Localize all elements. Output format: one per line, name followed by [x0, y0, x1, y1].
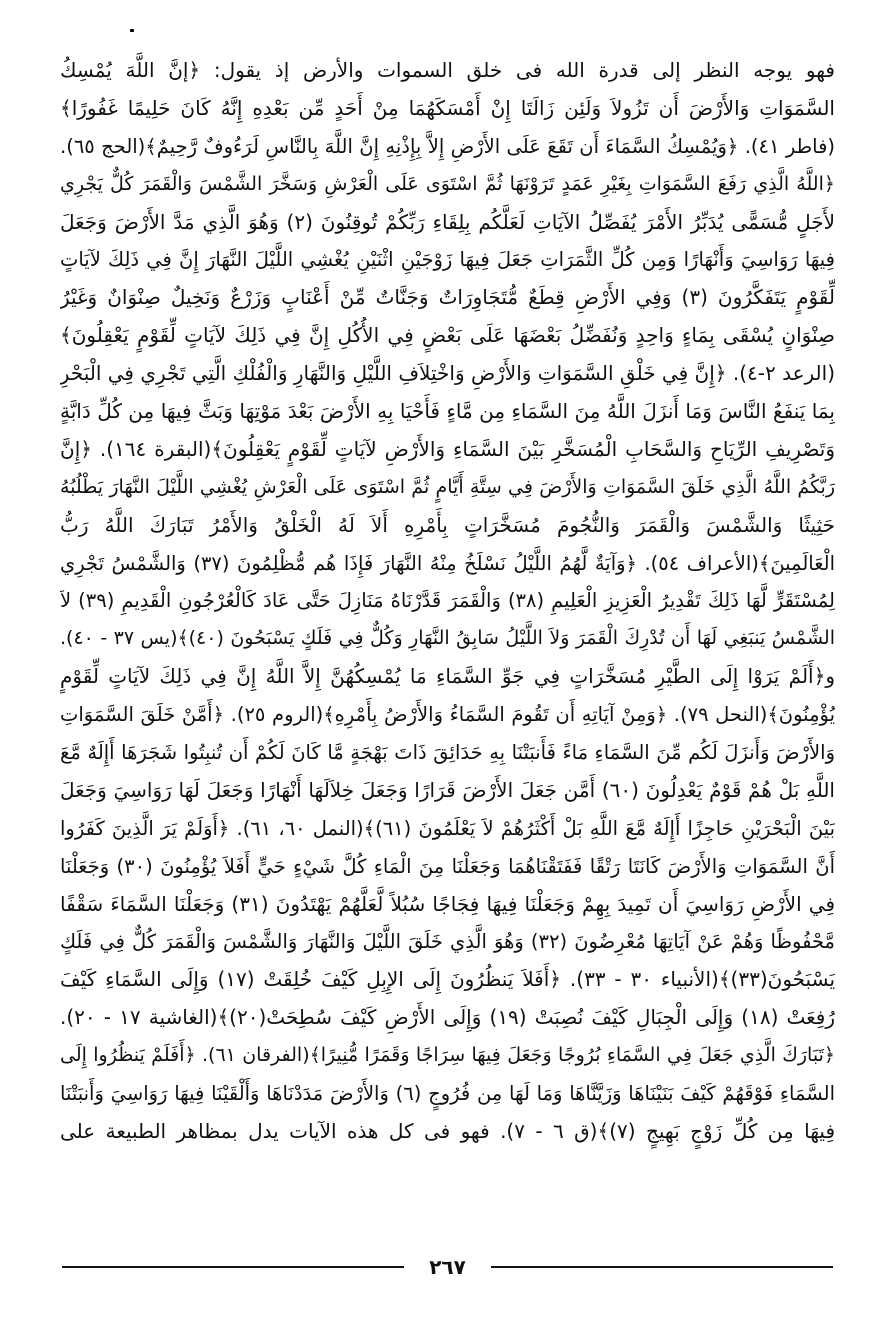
text-line: السَّمَوَاتِ وَالأَرْضَ أَن تَزُولاَ وَلَئِن زَالَتَا إِنْ أَمْسَكَهُمَا مِنْ أَحَدٍ مِّن بَعْدِهِ إِنَّهُ كَانَ حَلِيمًا غَفُورًا﴾ — [60, 95, 835, 120]
text-line: ﴿اللَّهُ الَّذِي رَفَعَ السَّمَوَاتِ بِغَيْرِ عَمَدٍ تَرَوْنَهَا ثُمَّ اسْتَوَى عَلَى الْعَرْشِ وَسَخَّرَ الشَّمْسَ وَالْقَمَرَ كُلٌّ يَجْرِي — [60, 172, 835, 195]
text-line: و﴿أَلَمْ يَرَوْا إِلَى الطَّيْرِ مُسَخَّرَاتٍ فِي جَوِّ السَّمَاءِ مَا يُمْسِكُهُنَّ إِلاَّ اللَّهُ إِنَّ فِي ذَلِكَ لآيَاتٍ لِّقَوْمٍ — [60, 664, 835, 689]
text-line: يُؤْمِنُونَ﴾(النحل ٧٩). ﴿وَمِنْ آيَاتِهِ أَن تَقُومَ السَّمَاءُ وَالأَرْضُ بِأَمْرِهِ﴾(الروم ٢٥). ﴿أَمَّنْ خَلَقَ السَّمَوَاتِ — [60, 703, 835, 727]
text-line: ﴿تَبَارَكَ الَّذِي جَعَلَ فِي السَّمَاءِ بُرُوجًا وَجَعَلَ فِيهَا سِرَاجًا وَقَمَرًا مُّنِيرًا﴾(الفرقان ٦١). ﴿أَفَلَمْ يَنظُرُوا إِلَى — [60, 1044, 835, 1067]
text-line: مَّحْفُوظًا وَهُمْ عَنْ آيَاتِهَا مُعْرِضُونَ (٣٢) وَهُوَ الَّذِي خَلَقَ اللَّيْلَ وَالنَّهَارَ وَالشَّمْسَ وَالْقَمَرَ كُلٌّ فِي فَلَكٍ — [60, 930, 835, 954]
footer-rule-left — [62, 1266, 404, 1268]
text-line: (الرعد ٢-٤). ﴿إِنَّ فِي خَلْقِ السَّمَوَاتِ وَالأَرْضِ وَاخْتِلاَفِ اللَّيْلِ وَالنَّهَارِ وَالْفُلْكِ الَّتِي تَجْرِي فِي الْبَحْرِ — [60, 361, 835, 386]
text-line: (فاطر ٤١). ﴿وَيُمْسِكُ السَّمَاءَ أَن تَقَعَ عَلَى الأَرْضِ إِلاَّ بِإِذْنِهِ إِنَّ اللَّهَ بِالنَّاسِ لَرَءُوفٌ رَّحِيمٌ﴾(الحج ٦٥). — [60, 134, 835, 158]
text-line: بِمَا يَنفَعُ النَّاسَ وَمَا أَنزَلَ اللَّهُ مِنَ السَّمَاءِ مِن مَّاءٍ فَأَحْيَا بِهِ الأَرْضَ بَعْدَ مَوْتِهَا وَبَثَّ فِيهَا مِن كُلِّ دَابَّةٍ — [60, 399, 835, 424]
text-line: لأَجَلٍ مُّسَمًّى يُدَبِّرُ الأَمْرَ يُفَصِّلُ الآيَاتِ لَعَلَّكُم بِلِقَاءِ رَبِّكُمْ تُوقِنُونَ (٢) وَهُوَ الَّذِي مَدَّ الأَرْضَ وَجَعَلَ — [60, 209, 835, 234]
text-line: اللَّهِ بَلْ هُمْ قَوْمٌ يَعْدِلُونَ (٦٠) أَمَّن جَعَلَ الأَرْضَ قَرَارًا وَجَعَلَ خِلاَلَهَا أَنْهَارًا وَجَعَلَ لَهَا رَوَاسِيَ وَجَعَلَ — [60, 777, 835, 802]
page-number: ٢٦٧ — [429, 1255, 466, 1279]
text-line: رَبَّكُمُ اللَّهُ الَّذِي خَلَقَ السَّمَوَاتِ وَالأَرْضَ فِي سِتَّةِ أَيَّامٍ ثُمَّ اسْتَوَى عَلَى الْعَرْشِ يُغْشِي اللَّيْلَ النَّهَارَ يَطْلُبُهُ — [60, 475, 835, 498]
text-line: وَتَصْرِيفِ الرِّيَاحِ وَالسَّحَابِ الْمُسَخَّرِ بَيْنَ السَّمَاءِ وَالأَرْضِ لآيَاتٍ لِّقَوْمٍ يَعْقِلُونَ﴾(البقرة ١٦٤). ﴿إِنَّ — [60, 436, 835, 461]
text-line: أَنَّ السَّمَوَاتِ وَالأَرْضَ كَانَتَا رَتْقًا فَفَتَقْنَاهُمَا وَجَعَلْنَا مِنَ الْمَاءِ كُلَّ شَيْءٍ حَيٍّ أَفَلاَ يُؤْمِنُونَ (٣٠) وَجَعَلْنَا — [60, 854, 835, 878]
text-line: حَثِيثًا وَالشَّمْسَ وَالْقَمَرَ وَالنُّجُومَ مُسَخَّرَاتٍ بِأَمْرِهِ أَلاَ لَهُ الْخَلْقُ وَالأَمْرُ تَبَارَكَ اللَّهُ رَبُّ — [60, 512, 835, 537]
text-line: السَّمَاءِ فَوْقَهُمْ كَيْفَ بَنَيْنَاهَا وَزَيَّنَّاهَا وَمَا لَهَا مِن فُرُوجٍ (٦) وَالأَرْضَ مَدَدْنَاهَا وَأَلْقَيْنَا فِيهَا رَوَاسِيَ وَأَنبَتْنَا — [60, 1082, 835, 1106]
text-line: بَيْنَ الْبَحْرَيْنِ حَاجِزًا أَإِلَهٌ مَّعَ اللَّهِ بَلْ أَكْثَرُهُمْ لاَ يَعْلَمُونَ (٦١)﴾(النمل ٦٠، ٦١). ﴿أَوَلَمْ يَرَ الَّذِينَ كَفَرُوا — [60, 816, 835, 840]
scan-speck — [130, 29, 134, 32]
text-line: لِمُسْتَقَرٍّ لَّهَا ذَلِكَ تَقْدِيرُ الْعَزِيزِ الْعَلِيمِ (٣٨) وَالْقَمَرَ قَدَّرْنَاهُ مَنَازِلَ حَتَّى عَادَ كَالْعُرْجُونِ الْقَدِيمِ (٣٩) لاَ — [60, 589, 835, 613]
text-line: لِّقَوْمٍ يَتَفَكَّرُونَ (٣) وَفِي الأَرْضِ قِطَعٌ مُّتَجَاوِرَاتٌ وَجَنَّاتٌ مِّنْ أَعْنَابٍ وَزَرْعٌ وَنَخِيلٌ صِنْوَانٌ وَغَيْرُ — [60, 285, 835, 310]
text-line: فِي الأَرْضِ رَوَاسِيَ أَن تَمِيدَ بِهِمْ وَجَعَلْنَا فِيهَا فِجَاجًا سُبُلاً لَّعَلَّهُمْ يَهْتَدُونَ (٣١) وَجَعَلْنَا السَّمَاءَ سَقْفًا — [60, 891, 835, 916]
text-line: الشَّمْسُ يَنبَغِي لَهَا أَن تُدْرِكَ الْقَمَرَ وَلاَ اللَّيْلُ سَابِقُ النَّهَارِ وَكُلٌّ فِي فَلَكٍ يَسْبَحُونَ (٤٠)﴾(يس ٣٧ - ٤٠). — [60, 627, 835, 650]
text-line: فهو يوجه النظر إلى قدرة الله فى خلق السموات والأرض إذ يقول: ﴿إنَّ اللَّهَ يُمْسِكُ — [60, 58, 835, 82]
body-text — [60, 52, 835, 1151]
text-line: رُفِعَتْ (١٨) وَإِلَى الْجِبَالِ كَيْفَ نُصِبَتْ (١٩) وَإِلَى الأَرْضِ كَيْفَ سُطِحَتْ(٢٠)﴾(الغاشية ١٧ - ٢٠). — [60, 1005, 835, 1030]
text-line: يَسْبَحُونَ(٣٣)﴾(الأنبياء ٣٠ - ٣٣). ﴿أَفَلاَ يَنظُرُونَ إِلَى الإِبِلِ كَيْفَ خُلِقَتْ (١٧) وَإِلَى السَّمَاءِ كَيْفَ — [60, 967, 835, 992]
text-line: الْعَالَمِينَ﴾(الأعراف ٥٤). ﴿وَآيَةٌ لَّهُمُ اللَّيْلُ نَسْلَخُ مِنْهُ النَّهَارَ فَإِذَا هُم مُّظْلِمُونَ (٣٧) وَالشَّمْسُ تَجْرِي — [60, 551, 835, 575]
text-line: وَالأَرْضَ وَأَنزَلَ لَكُم مِّنَ السَّمَاءِ مَاءً فَأَنبَتْنَا بِهِ حَدَائِقَ ذَاتَ بَهْجَةٍ مَّا كَانَ لَكُمْ أَن تُنبِتُوا شَجَرَهَا أَإِلَهٌ مَّعَ — [60, 741, 835, 765]
text-line: فِيهَا مِن كُلِّ زَوْجٍ بَهِيجٍ (٧)﴾(ق ٦ - ٧). فهو فى كل هذه الآيات يدل بمظاهر الطبيعة على — [60, 1118, 835, 1143]
text-line: فِيهَا رَوَاسِيَ وَأَنْهَارًا وَمِن كُلِّ الثَّمَرَاتِ جَعَلَ فِيهَا زَوْجَيْنِ اثْنَيْنِ يُغْشِي اللَّيْلَ النَّهَارَ إِنَّ فِي ذَلِكَ لآيَاتٍ — [60, 248, 835, 272]
footer-rule-right — [491, 1266, 833, 1268]
text-line: صِنْوَانٍ يُسْقَى بِمَاءٍ وَاحِدٍ وَنُفَضِّلُ بَعْضَهَا عَلَى بَعْضٍ فِي الأُكُلِ إِنَّ فِي ذَلِكَ لآيَاتٍ لِّقَوْمٍ يَعْقِلُونَ﴾ — [60, 323, 835, 348]
page-footer — [60, 1252, 835, 1282]
